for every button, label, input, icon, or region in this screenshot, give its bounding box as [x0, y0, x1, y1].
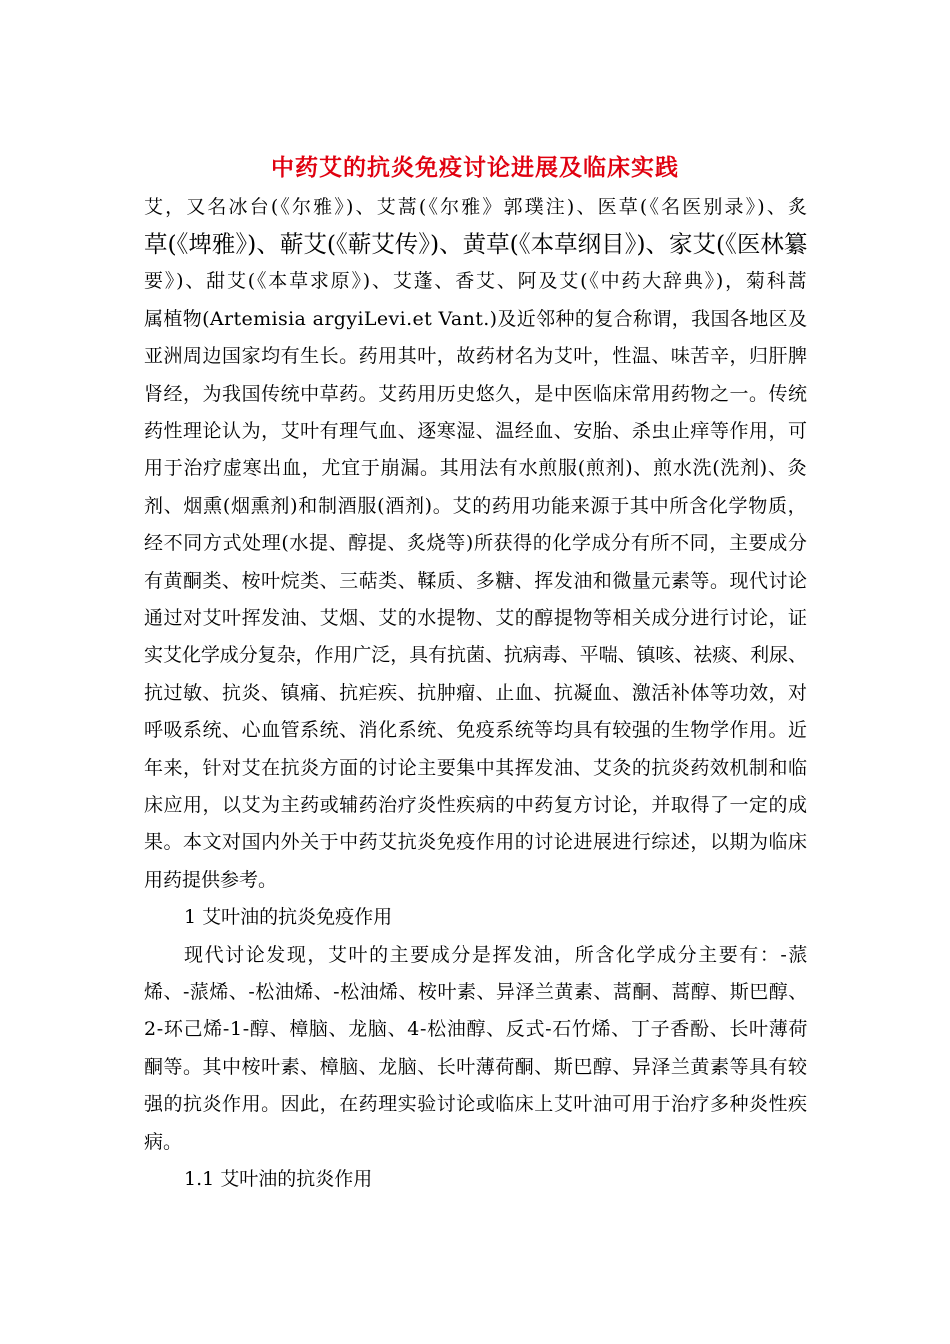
text-line: 剂、烟熏(烟熏剂)和制酒服(酒剂)。艾的药用功能来源于其中所含化学物质， [144, 495, 808, 517]
text-line: 肾经，为我国传统中草药。艾药用历史悠久，是中医临床常用药物之一。传统 [144, 383, 808, 405]
text-line: 通过对艾叶挥发油、艾烟、艾的水提物、艾的醇提物等相关成分进行讨论，证 [144, 607, 808, 629]
text-line: 药性理论认为，艾叶有理气血、逐寒湿、温经血、安胎、杀虫止痒等作用，可 [144, 420, 808, 442]
text-line: 烯、-蒎烯、-松油烯、-松油烯、桉叶素、异泽兰黄素、蒿酮、蒿醇、斯巴醇、 [144, 981, 808, 1003]
text-line: 1.1 艾叶油的抗炎作用 [184, 1168, 373, 1190]
text-line: 实艾化学成分复杂，作用广泛，具有抗菌、抗病毒、平喘、镇咳、祛痰、利尿、 [144, 644, 807, 666]
document-title: 中药艾的抗炎免疫讨论进展及临床实践 [271, 154, 679, 181]
text-line: 呼吸系统、心血管系统、消化系统、免疫系统等均具有较强的生物学作用。近 [144, 719, 808, 741]
text-line: 1 艾叶油的抗炎免疫作用 [184, 906, 393, 928]
text-line: 现代讨论发现，艾叶的主要成分是挥发油，所含化学成分主要有：-蒎 [184, 944, 809, 966]
text-line: 2-环己烯-1-醇、樟脑、龙脑、4-松油醇、反式-石竹烯、丁子香酚、长叶薄荷 [144, 1018, 809, 1040]
text-line: 酮等。其中桉叶素、樟脑、龙脑、长叶薄荷酮、斯巴醇、异泽兰黄素等具有较 [144, 1056, 808, 1078]
text-line: 用药提供参考。 [144, 869, 278, 891]
text-line: 抗过敏、抗炎、镇痛、抗疟疾、抗肿瘤、止血、抗凝血、激活补体等功效，对 [144, 682, 808, 704]
text-line: 经不同方式处理(水提、醇提、炙烧等)所获得的化学成分有所不同，主要成分 [144, 532, 808, 554]
text-line: 要》)、甜艾(《本草求原》)、艾蓬、香艾、阿及艾(《中药大辞典》)，菊科蒿 [144, 270, 809, 292]
text-line: 强的抗炎作用。因此，在药理实验讨论或临床上艾叶油可用于治疗多种炎性疾 [144, 1093, 808, 1115]
text-line: 艾，又名冰台(《尔雅》)、艾蒿(《尔雅》郭璞注)、医草(《名医别录》)、炙 [144, 196, 810, 218]
text-line: 亚洲周边国家均有生长。药用其叶，故药材名为艾叶，性温、味苦辛，归肝脾 [144, 345, 808, 367]
text-line: 病。 [144, 1131, 183, 1153]
text-line: 属植物(Artemisia argyiLevi.et Vant.)及近邻种的复合称谓，我国各地区及 [144, 308, 808, 330]
text-line: 床应用，以艾为主药或辅药治疗炎性疾病的中药复方讨论，并取得了一定的成 [144, 794, 808, 816]
text-line: 用于治疗虚寒出血，尤宜于崩漏。其用法有水煎服(煎剂)、煎水洗(洗剂)、灸 [144, 457, 808, 479]
text-line: 草(《埤雅》)、蕲艾(《蕲艾传》)、黄草(《本草纲目》)、家艾(《医林纂 [144, 230, 808, 258]
text-line: 年来，针对艾在抗炎方面的讨论主要集中其挥发油、艾灸的抗炎药效机制和临 [144, 757, 808, 779]
text-line: 有黄酮类、桉叶烷类、三萜类、鞣质、多糖、挥发油和微量元素等。现代讨论 [144, 570, 808, 592]
text-line: 果。本文对国内外关于中药艾抗炎免疫作用的讨论进展进行综述，以期为临床 [144, 831, 808, 853]
